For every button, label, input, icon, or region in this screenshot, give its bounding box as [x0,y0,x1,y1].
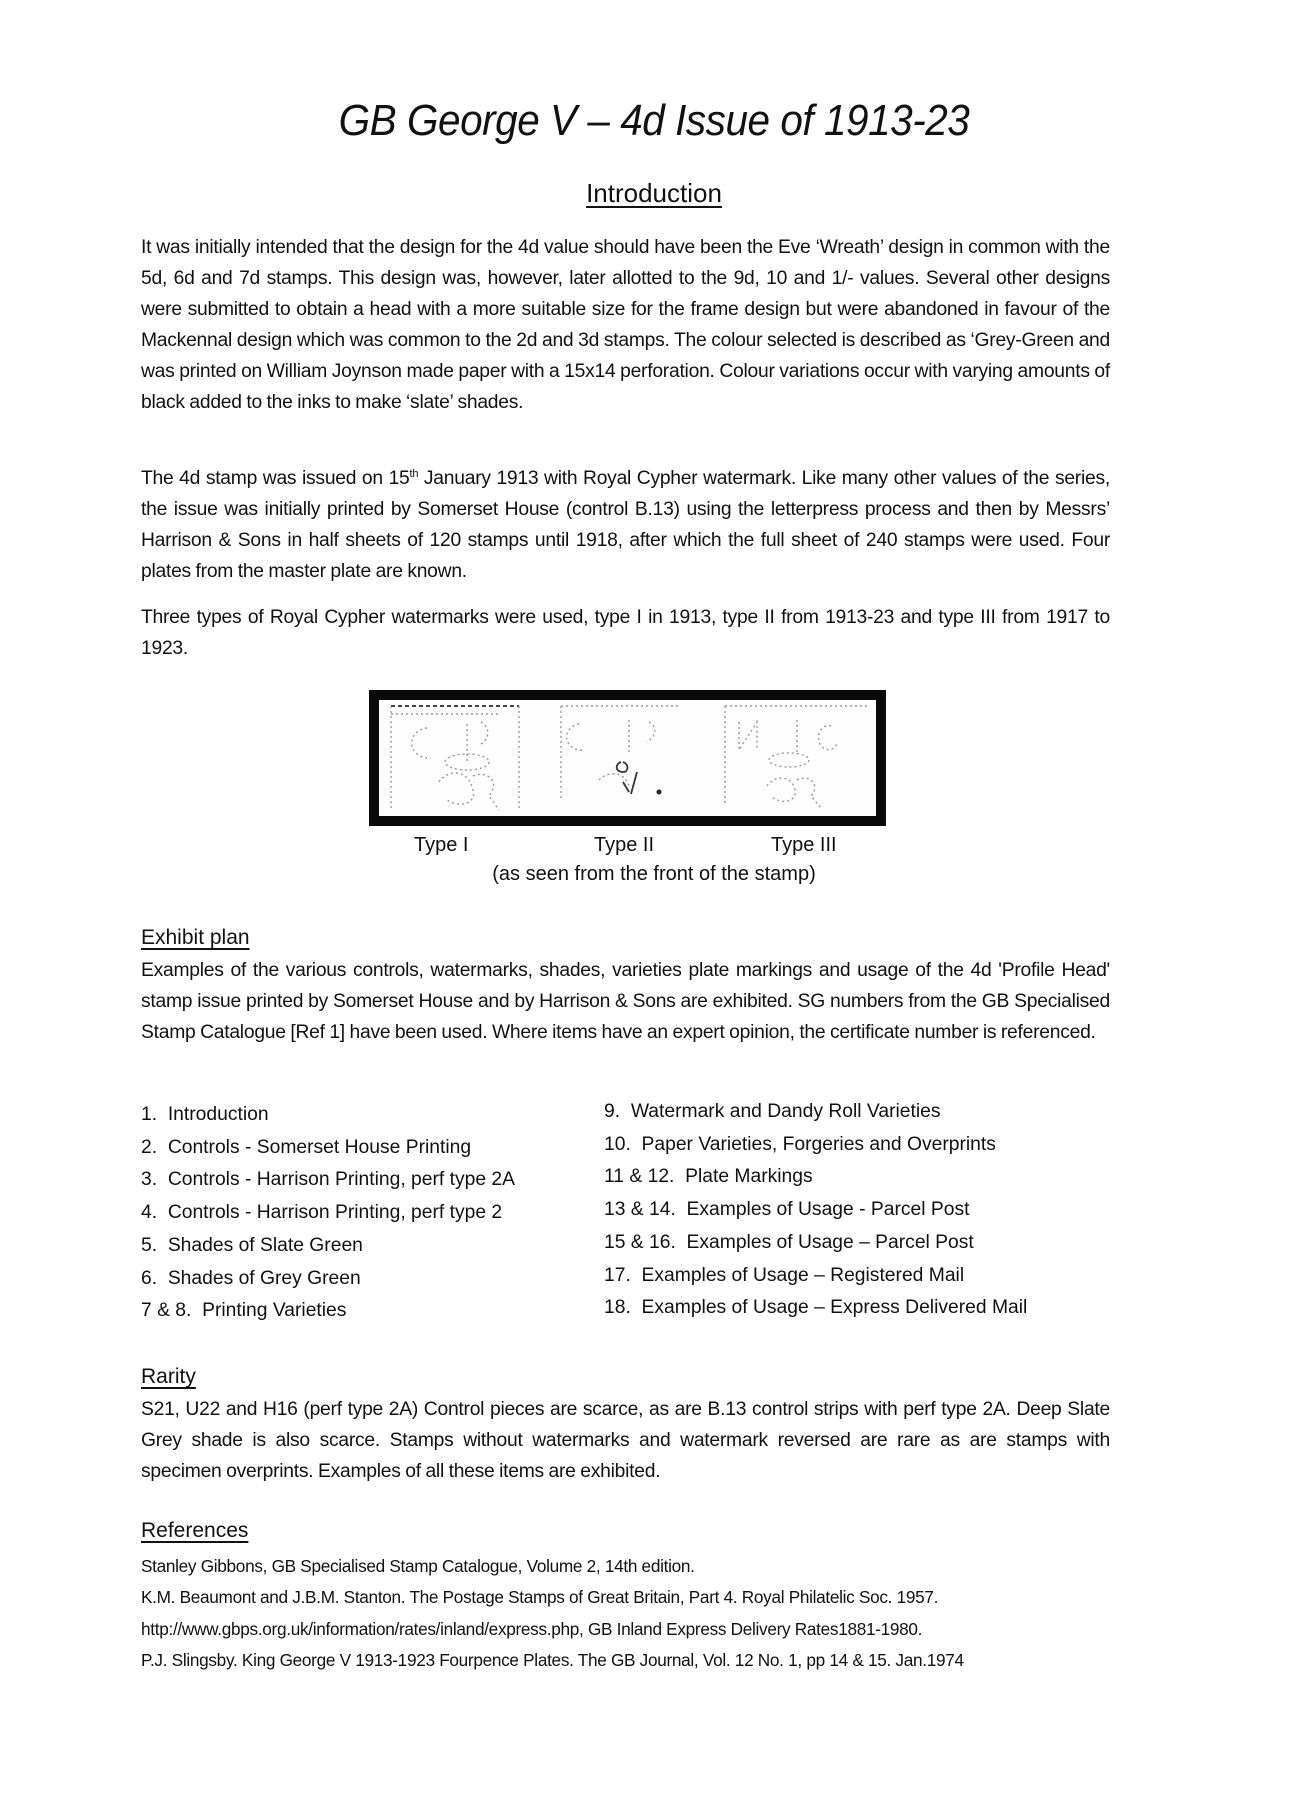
plan-item-label: Controls - Somerset House Printing [167,1136,472,1158]
intro-paragraph-2 [141,463,1110,587]
rarity-heading: Rarity [141,1365,196,1388]
plan-item-label: Shades of Slate Green [167,1234,363,1256]
reference-item: P.J. Slingsby. King George V 1913-1923 Fourpence Plates. The GB Journal, Vol. 12 No. 1, pp 14 & 15. Jan.1974 [141,1649,964,1670]
plan-item [141,1230,515,1263]
plan-item-label: Shades of Grey Green [167,1267,361,1289]
intro-paragraph-3 [141,602,1110,664]
ordinal-superscript: th [409,468,419,480]
plan-item-label: Examples of Usage – Parcel Post [686,1231,974,1253]
plan-item [141,1263,515,1296]
plan-item-number: 5. [141,1234,158,1256]
plan-item-label: Plate Markings [685,1166,813,1188]
intro-paragraph-3-text: Three types of Royal Cypher watermarks were used, type I in 1913, type II from 1913-23 and type III from 1917 to 1923. [141,607,1110,659]
plan-item-label: Examples of Usage - Parcel Post [686,1199,970,1221]
plan-item [141,1099,515,1132]
watermark-type-labels [0,834,1308,864]
plan-item-number: 2. [141,1136,158,1158]
plan-item [604,1260,1027,1293]
watermark-types-image [369,690,886,826]
plan-item-number: 10. [604,1133,631,1155]
royal-cypher-type-3-icon [723,700,873,816]
plan-item-label: Controls - Harrison Printing, perf type 2 [167,1202,503,1224]
reference-item: Stanley Gibbons, GB Specialised Stamp Catalogue, Volume 2, 14th edition. [141,1556,695,1576]
intro-paragraph-2-text-a: The 4d stamp was issued on 15 [141,468,410,489]
plan-item-number: 18. [604,1297,631,1319]
watermark-type-1-image [389,700,539,816]
exhibit-plan-heading: Exhibit plan [141,926,250,949]
plan-item-number: 9. [604,1101,621,1122]
type-2-label: Type II [594,834,655,856]
plan-item-label: Printing Varieties [202,1300,347,1322]
references-heading: References [141,1519,249,1542]
reference-item: K.M. Beaumont and J.B.M. Stanton. The Postage Stamps of Great Britain, Part 4. Royal Philatelic Soc. 1957. [141,1587,939,1608]
plan-item [141,1295,515,1328]
plan-item [141,1164,515,1197]
plan-item [141,1197,515,1230]
type-1-label: Type I [414,834,469,856]
plan-item [604,1161,1027,1194]
plan-item [141,1132,515,1165]
plan-item-number: 15 & 16. [604,1231,676,1253]
royal-cypher-type-2-icon [559,700,709,816]
plan-item-number: 6. [141,1267,158,1289]
rarity-paragraph: S21, U22 and H16 (perf type 2A) Control pieces are scarce, as are B.13 control strips with perf type 2A. Deep Slate Grey shade is also scarce. Stamps without watermarks and watermark reversed are rare as are stamps with specimen overprints. Examples of all these items are exhibited. [141,1399,1110,1482]
references-list [141,1551,1121,1676]
page-title: GB George V – 4d Issue of 1913-23 [338,96,970,145]
plan-item-number: 4. [141,1202,158,1224]
intro-paragraph-2-text-b: January 1913 with Royal Cypher watermark. Like many other values of the series, the issue was initially printed by Somerset House (control B.13) using the letterpress process and then by Messrs’ Harrison & Sons in half sheets of 120 stamps until 1918, after which the full sheet of 240 stamps were used. Four plates from the master plate are known. [141,468,1110,582]
plan-item [604,1194,1027,1227]
introduction-heading: Introduction [586,178,722,208]
plan-item [604,1227,1027,1260]
intro-paragraph-1-text: It was initially intended that the design for the 4d value should have been the Eve ‘Wreath’ design in common with the 5d, 6d and 7d stamps. This design was, however, later allotted to the 9d, 10 and 1/- values. Several other designs were submitted to obtain a head with a more suitable size for the frame design but were abandoned in favour of the Mackennal design which was common to the 2d and 3d stamps. The colour selected is described as ‘Grey-Green and was printed on William Joynson made paper with a 15x14 perforation. Colour variations occur with varying amounts of black added to the inks to make ‘slate’ shades. [141,237,1110,413]
plan-item-number: 17. [604,1264,631,1286]
plan-item [604,1096,1027,1129]
watermark-type-3-image [723,700,873,816]
reference-link[interactable]: http://www.gbps.org.uk/information/rates/inland/express.php, GB Inland Express Delivery Rates1881-1980. [141,1618,923,1639]
plan-item-number: 3. [141,1169,158,1191]
intro-paragraph-1 [141,232,1110,418]
plan-item-label: Watermark and Dandy Roll Varieties [630,1101,941,1122]
plan-item-label: Examples of Usage – Registered Mail [641,1264,965,1286]
watermark-caption: (as seen from the front of the stamp) [492,863,816,885]
plan-item [604,1129,1027,1162]
plan-item-number: 1. [141,1104,158,1125]
exhibit-plan-paragraph: Examples of the various controls, watermarks, shades, varieties plate markings and usage of the 4d 'Profile Head' stamp issue printed by Somerset House and by Harrison & Sons are exhibited. SG numbers from the GB Specialised Stamp Catalogue [Ref 1] have been used. Where items have an expert opinion, the certificate number is referenced. [141,960,1110,1043]
plan-item-number: 13 & 14. [604,1199,676,1221]
plan-item-label: Paper Varieties, Forgeries and Overprints [641,1133,996,1155]
exhibit-plan-right-column [604,1096,1027,1325]
royal-cypher-type-1-icon [389,700,539,816]
plan-item-label: Introduction [167,1104,269,1125]
plan-item-label: Examples of Usage – Express Delivered Mail [641,1297,1028,1319]
exhibit-plan-left-column [141,1099,515,1328]
plan-item [604,1292,1027,1325]
plan-item-number: 11 & 12. [604,1166,675,1188]
type-3-label: Type III [771,834,837,856]
watermark-type-2-image [559,700,709,816]
plan-item-label: Controls - Harrison Printing, perf type 2A [167,1169,516,1191]
plan-item-number: 7 & 8. [141,1300,192,1322]
